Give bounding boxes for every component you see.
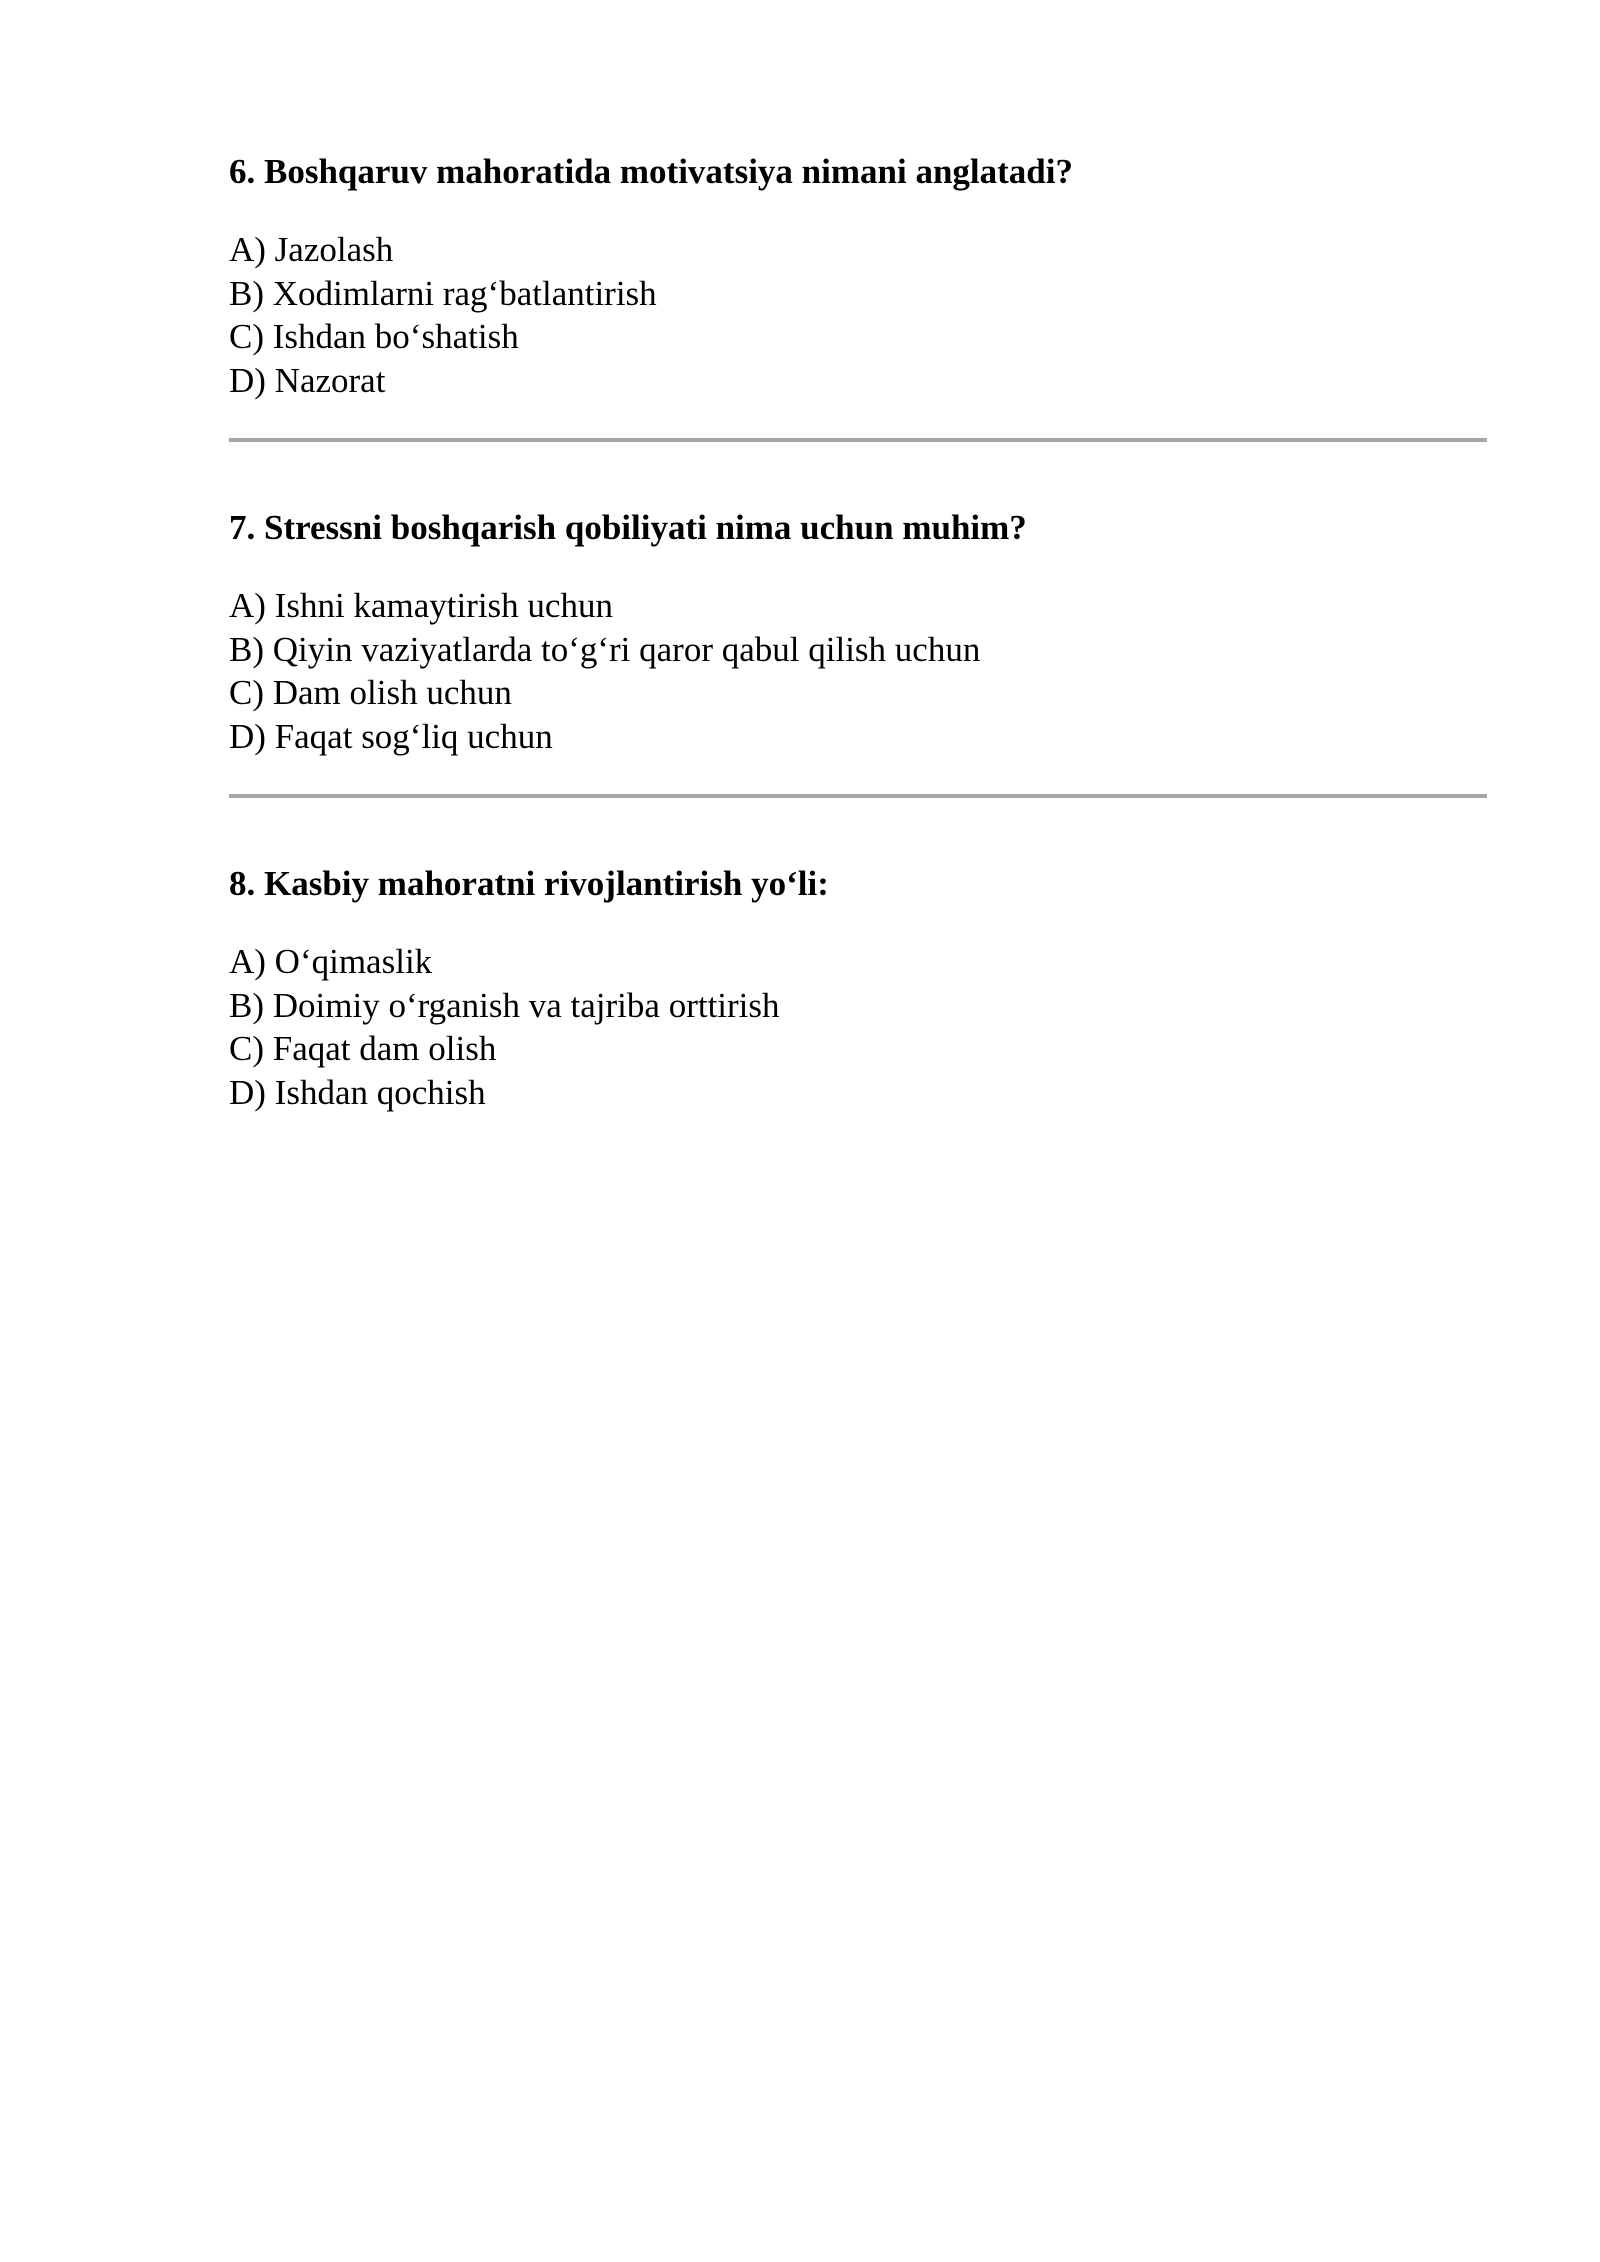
question-6: [229, 150, 1487, 402]
answer-option-b: B) Qiyin vaziyatlarda to‘g‘ri qaror qabul qilish uchun: [229, 629, 981, 669]
document-page: [229, 150, 1487, 1114]
answer-option-a: A) Jazolash: [229, 230, 394, 269]
answer-options: [229, 228, 1487, 402]
answer-option-c: C) Faqat dam olish: [229, 1029, 497, 1068]
answer-options: [229, 584, 1487, 758]
answer-option-a: A) O‘qimaslik: [229, 942, 433, 981]
question-title: 8. Kasbiy mahoratni rivojlantirish yo‘li:: [229, 864, 829, 903]
question-title: 7. Stressni boshqarish qobiliyati nima uchun muhim?: [229, 508, 1027, 547]
answer-option-d: D) Ishdan qochish: [229, 1072, 486, 1112]
section-divider: [229, 794, 1487, 798]
answer-option-a: A) Ishni kamaytirish uchun: [229, 586, 613, 625]
answer-option-b: B) Xodimlarni rag‘batlantirish: [229, 273, 657, 313]
answer-option-c: C) Dam olish uchun: [229, 673, 512, 712]
section-divider: [229, 438, 1487, 442]
answer-option-b: B) Doimiy o‘rganish va tajriba orttirish: [229, 985, 780, 1025]
question-8: [229, 862, 1487, 1114]
question-title: 6. Boshqaruv mahoratida motivatsiya nimani anglatadi?: [229, 152, 1073, 191]
question-7: [229, 506, 1487, 758]
answer-option-d: D) Nazorat: [229, 360, 386, 400]
answer-options: [229, 940, 1487, 1114]
answer-option-d: D) Faqat sog‘liq uchun: [229, 716, 553, 756]
answer-option-c: C) Ishdan bo‘shatish: [229, 317, 519, 356]
